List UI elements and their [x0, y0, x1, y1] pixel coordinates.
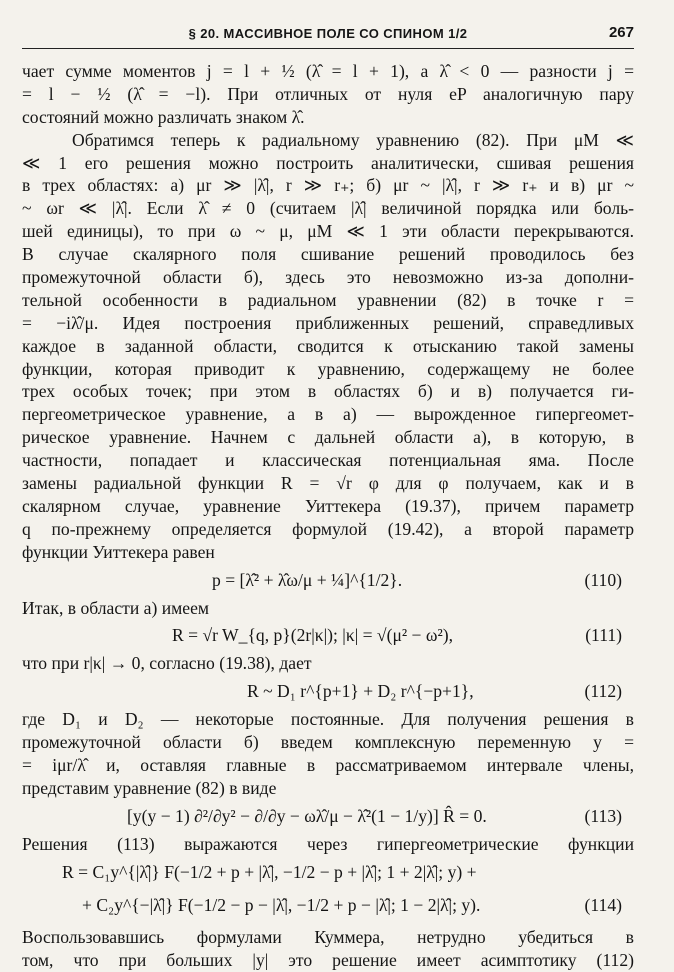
equation-number: (113) — [584, 805, 622, 826]
equation-formula: + C₂y^{−|λ̂|} F(−1/2 − p − |λ̂|, −1/2 + p − |λ̂|; 1 − 2|λ̂|; y). — [82, 894, 481, 915]
paragraph-3 — [22, 708, 634, 800]
section-title: § 20. МАССИВНОЕ ПОЛЕ СО СПИНОМ 1/2 — [188, 26, 468, 41]
text-line: трех особых точек; при этом в областях б) и в) получается ги- — [22, 381, 634, 402]
equation-number: (112) — [584, 681, 622, 702]
text-line: том, что при больших |y| это решение имеет асимптотику (112) — [22, 949, 634, 970]
text-line: = iμr/λ̂ и, оставляя главные в рассматриваемом интервале члены, — [22, 755, 634, 776]
text-line: функции, которая приводит к уравнению, содержащему не более — [22, 358, 634, 379]
text-line: промежуточной области б), здесь это невозможно из-за дополни- — [22, 267, 634, 288]
equation-number: (114) — [584, 894, 622, 915]
text-line: = l − ½ (λ̂ = −l). При отличных от нуля eP аналогичную пару — [22, 83, 634, 104]
text-line: рическое уравнение. Начнем с дальней области а), в которую, в — [22, 427, 634, 448]
paragraph-2 — [22, 129, 634, 564]
text-line: Решения (113) выражаются через гипергеометрические функции — [22, 833, 634, 854]
text-line: = −iλ̂/μ. Идея построения приближенных решений, справедливых — [22, 312, 634, 333]
text-line: Итак, в области а) имеем — [22, 597, 210, 618]
text-line: промежуточной области б) введем комплексную переменную y = — [22, 732, 634, 753]
page-body — [22, 60, 634, 972]
text-line: замены радиальной функции R = √r φ для φ получаем, как и в — [22, 473, 634, 494]
equation-formula: R ~ D₁ r^{p+1} + D₂ r^{−p+1}, — [247, 681, 474, 702]
equation-113 — [22, 800, 634, 833]
equation-formula: R = √r W_{q, p}(2r|κ|); |κ| = √(μ² − ω²), — [172, 625, 453, 646]
text-line: состояний можно различать знаком λ̂. — [22, 106, 305, 127]
text-line: каждое в заданной области, сводится к отысканию такой замены — [22, 335, 634, 356]
equation-114-line-2 — [22, 889, 634, 922]
text-line: представим уравнение (82) в виде — [22, 778, 277, 799]
text-line: скалярном случае, уравнение Уиттекера (19.37), причем параметр — [22, 495, 634, 516]
equation-110 — [22, 564, 634, 597]
equation-114-line-1 — [22, 856, 634, 889]
text-line: Воспользовавшись формулами Куммера, нетрудно убедиться в — [22, 926, 634, 947]
text-line: тельной особенности в радиальном уравнении (82) в точке r = — [22, 289, 634, 310]
text-line: в трех областях: а) μr ≫ |λ̂|, r ≫ r₊; б) μr ~ |λ̂|, r ≫ r₊ и в) μr ~ — [22, 175, 634, 196]
text-line: что при r|κ| → 0, согласно (19.38), дает — [22, 653, 312, 674]
text-line: частности, попадает и классическая потенциальная яма. После — [22, 450, 634, 471]
equation-number: (111) — [585, 625, 622, 646]
text-line: q по-прежнему определяется формулой (19.42), а второй параметр — [22, 518, 634, 539]
text-line: Обратимся теперь к радиальному уравнению (82). При μM ≪ — [72, 129, 634, 150]
text-line: где D₁ и D₂ — некоторые постоянные. Для получения решения в — [22, 709, 634, 730]
text-line: ~ ωr ≪ |λ̂|. Если λ̂ ≠ 0 (считаем |λ̂| величиной порядка или боль- — [22, 198, 634, 219]
equation-formula: p = [λ̂² + λ̂ω/μ + ¼]^{1/2}. — [212, 569, 403, 590]
equation-formula: [y(y − 1) ∂²/∂y² − ∂/∂y − ωλ̂/μ − λ̂²(1 − 1/y)] R̂ = 0. — [127, 805, 487, 826]
equation-formula: R = C₁y^{|λ̂|} F(−1/2 + p + |λ̂|, −1/2 − p + |λ̂|; 1 + 2|λ̂|; y) + — [62, 861, 477, 882]
text-line: чает сумме моментов j = l + ½ (λ̂ = l + 1), а λ̂ < 0 — разности j = — [22, 61, 634, 81]
paragraph-4 — [22, 926, 634, 972]
equation-number: (110) — [584, 569, 622, 590]
text-line: функции Уиттекера равен — [22, 541, 215, 562]
text-line: шей единицы), то при ω ~ μ, μM ≪ 1 эти области перекрываются. — [22, 221, 634, 242]
equation-111 — [22, 619, 634, 652]
equation-112 — [22, 675, 634, 708]
text-line: В случае скалярного поля сшивание решений проводилось без — [22, 244, 634, 265]
text-line: ≪ 1 его решения можно построить аналитически, сшивая решения — [22, 152, 634, 173]
running-header — [22, 22, 634, 49]
text-line: пергеометрическое уравнение, а в а) — вырожденное гипергеомет- — [22, 404, 634, 425]
page-number: 267 — [608, 24, 634, 41]
paragraph-1 — [22, 60, 634, 129]
